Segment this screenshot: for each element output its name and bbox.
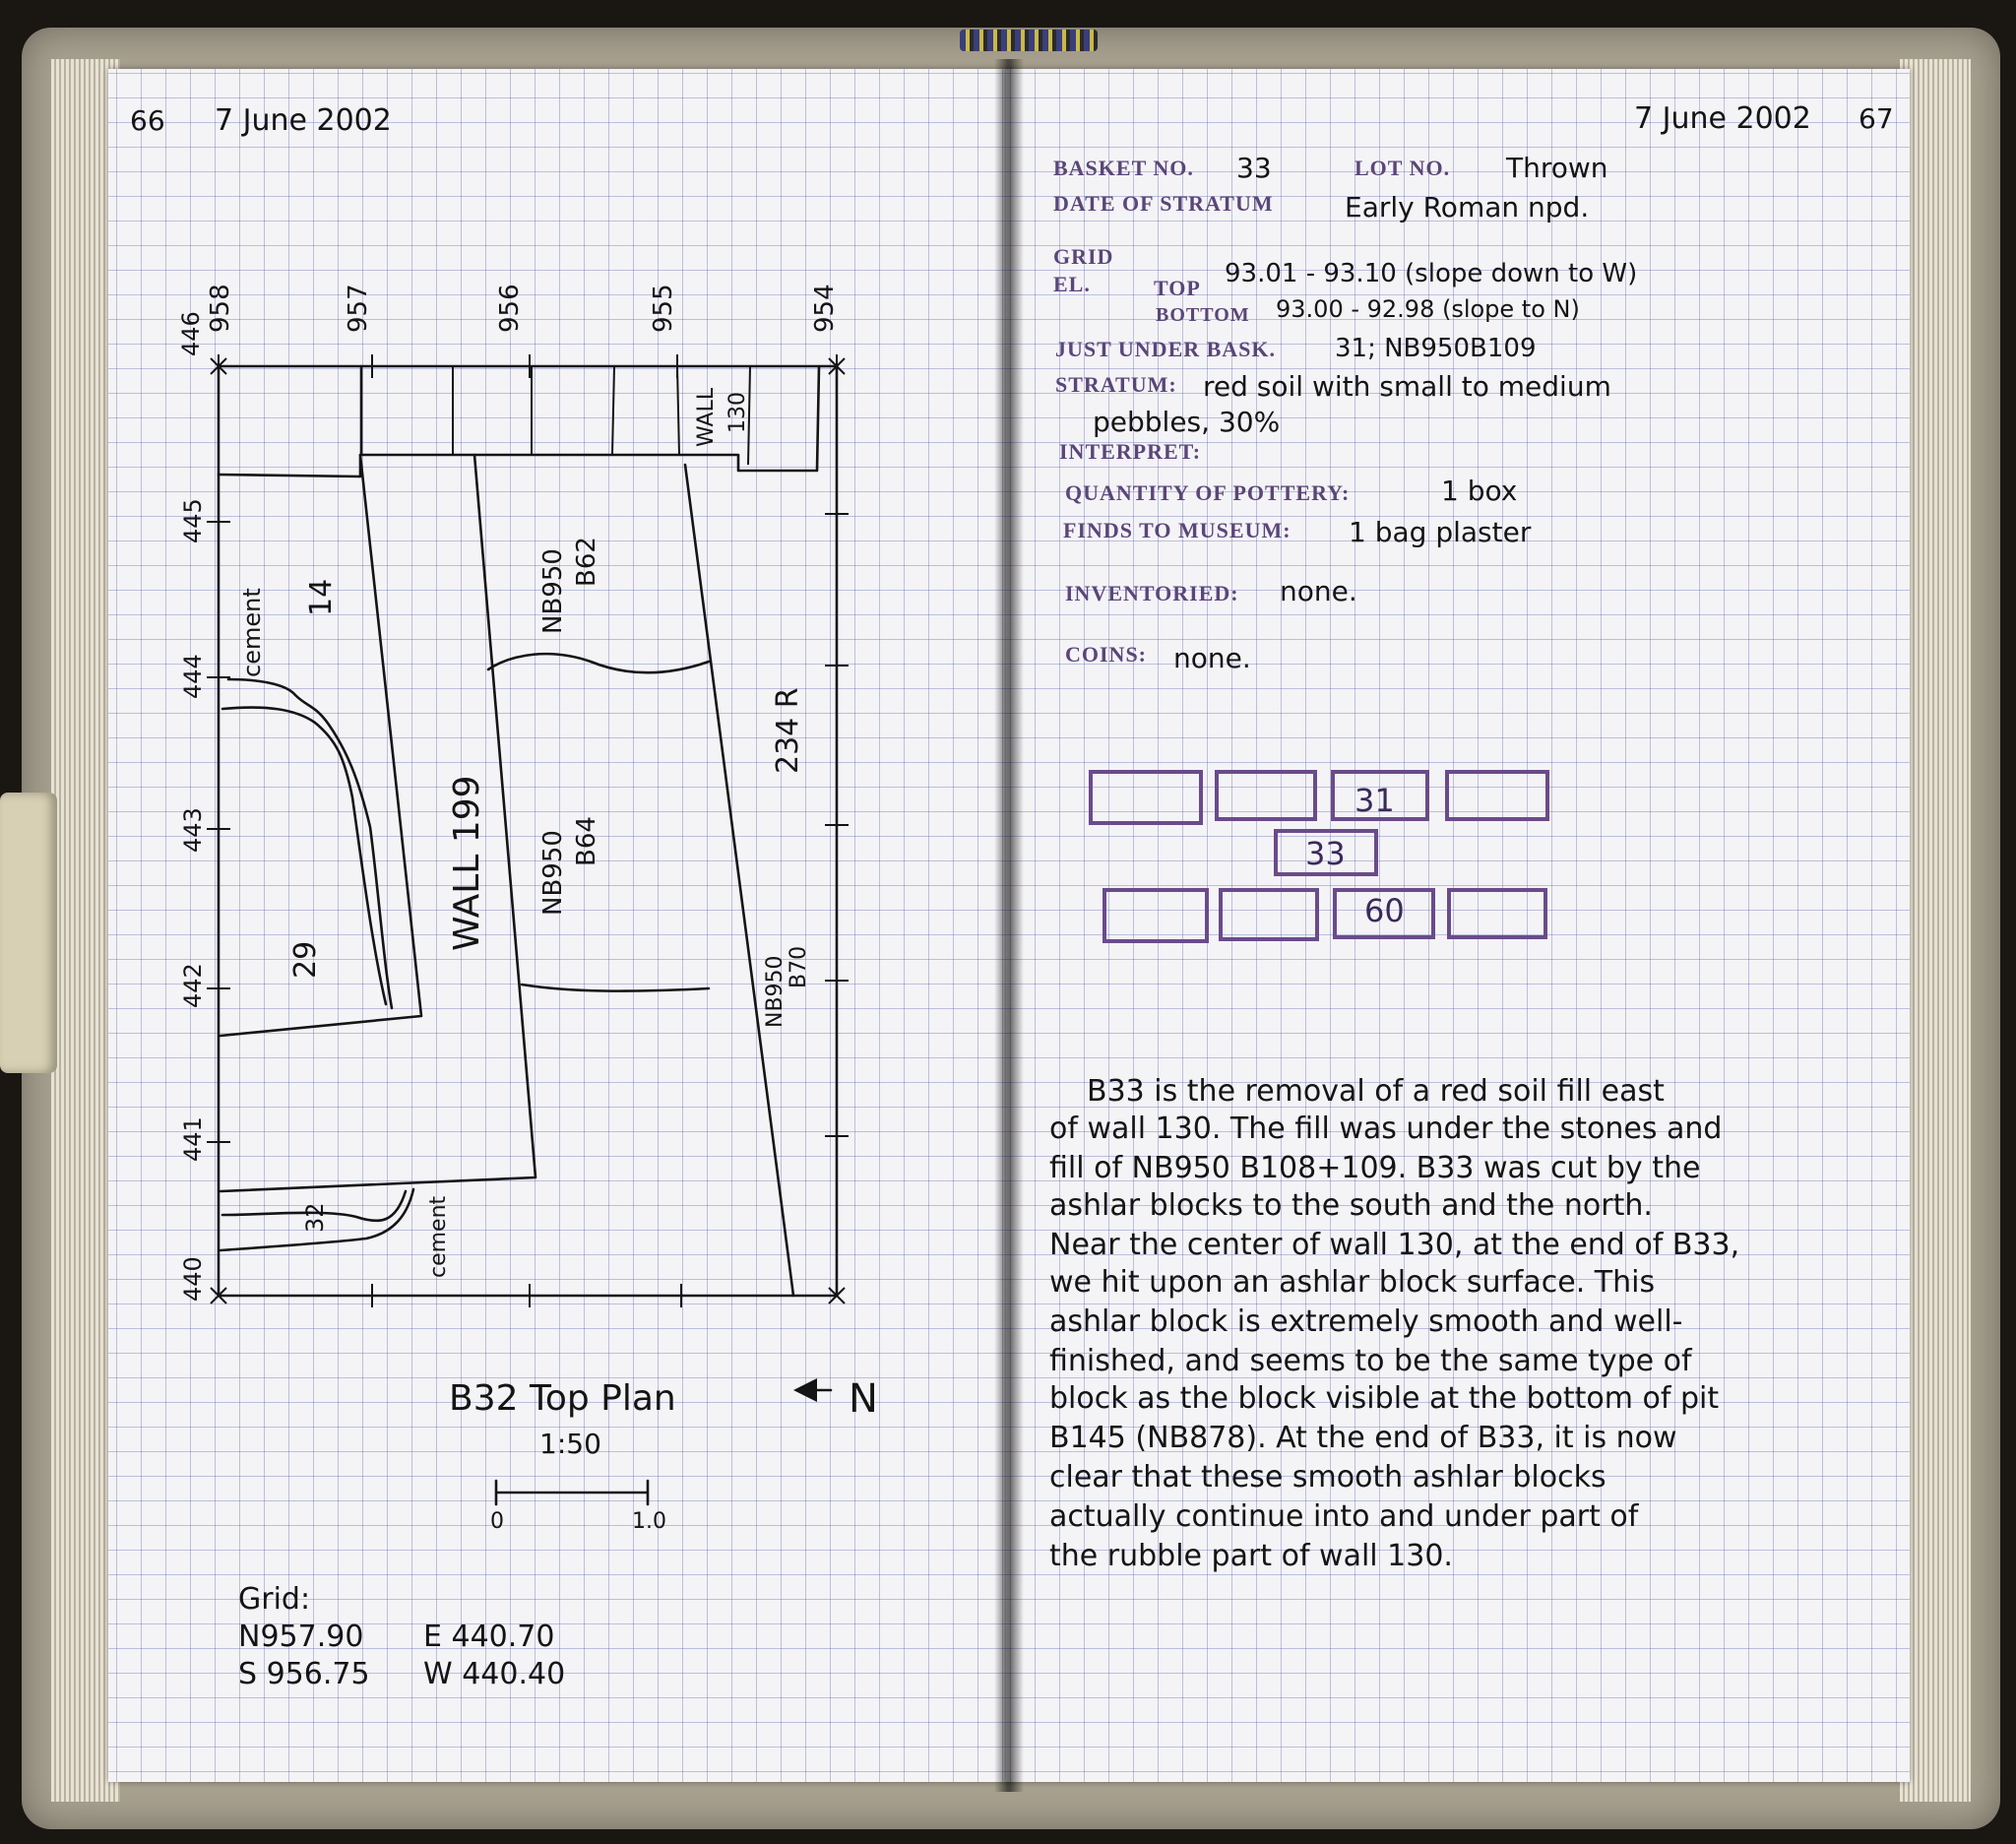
note-line: ashlar block is extremely smooth and well- bbox=[1049, 1304, 1683, 1339]
note-line: B145 (NB878). At the end of B33, it is now bbox=[1049, 1421, 1677, 1455]
finds-label: FINDS TO MUSEUM: bbox=[1063, 518, 1292, 542]
label-nb950-b64-b: B64 bbox=[572, 816, 601, 866]
date-label: DATE OF STRATUM bbox=[1053, 191, 1274, 216]
scale-bar bbox=[496, 1481, 648, 1504]
stamp-box-top-1 bbox=[1091, 772, 1201, 823]
el-label: EL. bbox=[1053, 272, 1091, 296]
label-cement-lower: cement bbox=[426, 1195, 451, 1278]
label-wall-199: WALL 199 bbox=[447, 775, 487, 951]
coins-value: none. bbox=[1173, 642, 1251, 674]
just-under-value: 31; NB950B109 bbox=[1335, 334, 1537, 363]
b32-top-plan bbox=[177, 284, 849, 1307]
corner-marks bbox=[211, 358, 845, 1304]
note-line: B33 is the removal of a red soil fill east bbox=[1087, 1074, 1665, 1109]
note-line: block as the block visible at the bottom of pit bbox=[1049, 1381, 1720, 1416]
left-label-440: 440 bbox=[179, 1256, 207, 1302]
grid-label: GRID bbox=[1053, 244, 1114, 269]
grid-e: E 440.70 bbox=[423, 1620, 555, 1654]
note-line: fill of NB950 B108+109. B33 was cut by the bbox=[1049, 1151, 1701, 1185]
left-label-442: 442 bbox=[179, 963, 207, 1008]
note-line: Near the center of wall 130, at the end of B33, bbox=[1049, 1228, 1740, 1262]
label-nb950-b62-b: B62 bbox=[572, 537, 601, 587]
label-cement-upper: cement bbox=[238, 588, 266, 677]
note-line: ashlar blocks to the south and the north. bbox=[1049, 1188, 1653, 1223]
stamp-box-top-2 bbox=[1217, 772, 1315, 819]
note-line: actually continue into and under part of bbox=[1049, 1499, 1639, 1534]
bottom-label: BOTTOM bbox=[1156, 304, 1250, 326]
label-wall-130-b: 130 bbox=[725, 392, 750, 433]
stratum-value-2: pebbles, 30% bbox=[1093, 406, 1281, 438]
locus-234r-edge bbox=[685, 465, 793, 1296]
plan-frame bbox=[219, 366, 837, 1296]
left-page-number: 66 bbox=[130, 104, 165, 137]
basket-form bbox=[1053, 152, 1637, 674]
plan-caption bbox=[449, 1376, 878, 1534]
stamp-number-31: 31 bbox=[1354, 782, 1395, 819]
inventoried-value: none. bbox=[1280, 575, 1357, 607]
note-line: finished, and seems to be the same type of bbox=[1049, 1344, 1692, 1378]
date-value: Early Roman npd. bbox=[1345, 191, 1590, 223]
grid-n: N957.90 bbox=[238, 1620, 364, 1654]
note-line: clear that these smooth ashlar blocks bbox=[1049, 1460, 1606, 1494]
top-value: 93.01 - 93.10 (slope down to W) bbox=[1225, 259, 1638, 288]
top-label-446: 446 bbox=[177, 311, 205, 356]
bottom-value: 93.00 - 92.98 (slope to N) bbox=[1276, 295, 1580, 323]
narrative-notes bbox=[1049, 1074, 1739, 1573]
plan-scale: 1:50 bbox=[539, 1428, 601, 1460]
label-nb950-b70-a: NB950 bbox=[763, 955, 788, 1028]
top-label-958: 958 bbox=[206, 284, 235, 333]
locus-14-top bbox=[219, 455, 360, 477]
left-label-443: 443 bbox=[179, 807, 207, 853]
grid-w: W 440.40 bbox=[423, 1657, 566, 1691]
finds-value: 1 bag plaster bbox=[1349, 516, 1532, 548]
wall-199-east-edge bbox=[220, 455, 536, 1191]
left-page-date: 7 June 2002 bbox=[215, 103, 392, 138]
note-line: the rubble part of wall 130. bbox=[1049, 1539, 1453, 1573]
label-nb950-b70-b: B70 bbox=[787, 945, 811, 988]
grid-notes bbox=[238, 1582, 565, 1691]
basket-value: 33 bbox=[1236, 152, 1272, 184]
stamp-box-bottom-4 bbox=[1449, 890, 1545, 937]
lot-value: Thrown bbox=[1506, 152, 1608, 184]
scale-start: 0 bbox=[490, 1509, 504, 1534]
right-page-number: 67 bbox=[1858, 102, 1894, 135]
grid-heading: Grid: bbox=[238, 1582, 311, 1617]
top-label-954: 954 bbox=[810, 284, 840, 333]
top-label-955: 955 bbox=[649, 284, 678, 333]
north-label: N bbox=[849, 1376, 878, 1422]
top-label: TOP bbox=[1154, 276, 1201, 300]
label-nb950-b64-a: NB950 bbox=[538, 830, 568, 916]
stamp-number-33: 33 bbox=[1305, 835, 1346, 872]
just-under-label: JUST UNDER BASK. bbox=[1055, 337, 1277, 361]
left-label-444: 444 bbox=[179, 654, 207, 699]
label-29: 29 bbox=[288, 940, 323, 979]
left-label-445: 445 bbox=[179, 498, 207, 543]
label-wall-130-a: WALL bbox=[694, 387, 719, 447]
right-page-date: 7 June 2002 bbox=[1634, 101, 1811, 136]
label-14: 14 bbox=[304, 578, 339, 616]
label-32: 32 bbox=[301, 1202, 329, 1233]
b64-lower-boundary bbox=[522, 985, 709, 991]
interpret-label: INTERPRET: bbox=[1059, 439, 1202, 464]
stamp-box-bottom-2 bbox=[1221, 890, 1317, 939]
note-line: we hit upon an ashlar block surface. This bbox=[1049, 1265, 1656, 1300]
plan-title: B32 Top Plan bbox=[449, 1378, 676, 1419]
inventoried-label: INVENTORIED: bbox=[1065, 581, 1239, 605]
stamp-number-60: 60 bbox=[1364, 892, 1405, 929]
top-label-956: 956 bbox=[495, 284, 525, 333]
pottery-value: 1 box bbox=[1441, 475, 1518, 507]
stratum-label: STRATUM: bbox=[1055, 372, 1177, 397]
coins-label: COINS: bbox=[1065, 642, 1148, 667]
left-label-441: 441 bbox=[179, 1116, 207, 1162]
grid-s: S 956.75 bbox=[238, 1657, 370, 1691]
b62-b64-boundary bbox=[488, 654, 709, 672]
label-234r: 234 R bbox=[771, 687, 805, 774]
top-label-957: 957 bbox=[344, 284, 373, 333]
stratum-value-1: red soil with small to medium bbox=[1203, 370, 1611, 403]
basket-label: BASKET NO. bbox=[1053, 156, 1194, 180]
north-arrow-head bbox=[793, 1378, 817, 1402]
basket-locator-stamp bbox=[1091, 772, 1547, 941]
stamp-box-top-4 bbox=[1447, 772, 1547, 819]
pottery-label: QUANTITY OF POTTERY: bbox=[1065, 480, 1351, 505]
note-line: of wall 130. The fill was under the stones and bbox=[1049, 1112, 1723, 1146]
label-nb950-b62-a: NB950 bbox=[538, 548, 568, 634]
lot-label: LOT NO. bbox=[1354, 156, 1451, 180]
stamp-box-bottom-1 bbox=[1104, 890, 1207, 941]
scale-end: 1.0 bbox=[632, 1509, 666, 1534]
